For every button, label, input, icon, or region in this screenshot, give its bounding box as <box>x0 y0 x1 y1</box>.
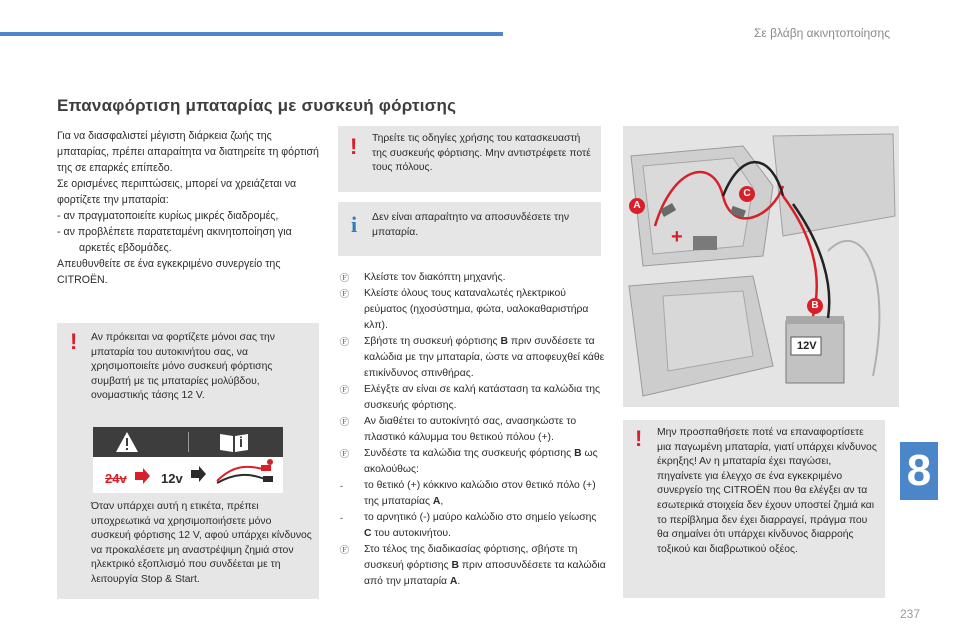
chapter-tab: 8 <box>900 442 938 500</box>
prohibited-arrow-icon <box>133 467 151 485</box>
callout-b: B <box>807 298 823 314</box>
step-marker: Ⓕ <box>340 385 350 395</box>
warning-box-left <box>57 323 319 599</box>
intro-text <box>57 128 319 288</box>
sticker-header <box>93 427 283 457</box>
divider <box>188 432 189 452</box>
step-marker: Ⓕ <box>340 289 350 299</box>
info-text: Δεν είναι απαραίτητο να αποσυνδέσετε την μπαταρία. <box>372 212 570 238</box>
battery-label: 12V <box>797 340 817 352</box>
intro-list-item: - αν πραγματοποιείτε κυρίως μικρές διαδρομές, <box>57 210 279 222</box>
step-text: το αρνητικό (-) μαύρο καλώδιο στο σημείο γείωσης C του αυτοκινήτου. <box>364 512 597 539</box>
step-marker: - <box>340 481 343 491</box>
step-text: Στο τέλος της διαδικασίας φόρτισης, σβήστε τη συσκευή φόρτισης B πριν αποσυνδέσετε τα καλώδια από την μπαταρία A. <box>364 544 606 587</box>
step-marker: - <box>340 513 343 523</box>
intro-paragraph: Απευθυνθείτε σε ένα εγκεκριμένο συνεργείο της CITROËN. <box>57 258 281 286</box>
plus-terminal-sign: + <box>671 226 683 248</box>
manual-book-icon <box>219 431 249 453</box>
intro-paragraph: Για να διασφαλιστεί μέγιστη διάρκεια ζωής της μπαταρίας, πρέπει απαραίτητα να διατηρείτε τη φόρτισή της σε επαρκές επίπεδο. <box>57 130 319 174</box>
step-text: Κλείστε τον διακόπτη μηχανής. <box>364 272 506 283</box>
step-marker: Ⓕ <box>340 417 350 427</box>
step-item <box>338 334 606 382</box>
page-number: 237 <box>899 607 920 621</box>
intro-paragraph: Σε ορισμένες περιπτώσεις, μπορεί να χρειάζεται να φορτίζετε την μπαταρία: <box>57 178 297 206</box>
warning-box-right <box>623 420 885 598</box>
warning-box-top <box>338 126 601 192</box>
voltage-12v-label: 12v <box>161 471 183 486</box>
step-marker: Ⓕ <box>340 273 350 283</box>
warning-triangle-icon <box>115 431 139 453</box>
voltage-label-sticker <box>93 427 283 493</box>
callout-a: A <box>629 198 645 214</box>
info-icon: i <box>351 212 358 237</box>
warning-text: Αν πρόκειται να φορτίζετε μόνοι σας την μπαταρία του αυτοκινήτου σας, να χρησιμοποιείτε μόνο συσκευή φόρτισης συμβατή με τις μπαταρίες μολύβδου, ονομαστικής τάσης 12 V. <box>91 332 275 402</box>
procedure-steps <box>338 270 606 590</box>
step-text: Κλείστε όλους τους καταναλωτές ηλεκτρικού ρεύματος (ηχοσύστημα, φώτα, υαλοκαθαριστήρα κλπ). <box>364 288 589 331</box>
step-marker: Ⓕ <box>340 337 350 347</box>
warning-text: Μην προσπαθήσετε ποτέ να επαναφορτίσετε μια παγωμένη μπαταρία, γιατί υπάρχει κίνδυνος έκρηξης! Αν η μπαταρία έχει παγώσει, πηγαίνετε για έλεγχο σε ένα εγκεκριμένο συνεργείο της CITROËN που θα ελέγξει αν τα εσωτερικά στοιχεία δεν έχουν υποστεί ζημιά και το περίβλημα δεν έχει διαρραγεί, πράγμα που θα σημαίνει ότι υπάρχει κίνδυνος διαρροής τοξικού και διαβρωτικού οξέος. <box>657 427 877 555</box>
warning-icon: ! <box>635 426 643 451</box>
step-item <box>338 414 606 446</box>
step-item <box>338 270 606 286</box>
step-item <box>338 446 606 478</box>
engine-bay-illustration <box>623 126 899 407</box>
step-text: Αν διαθέτει το αυτοκίνητό σας, ανασηκώστε το πλαστικό κάλυμμα του θετικού πόλου (+). <box>364 416 577 443</box>
step-marker: Ⓕ <box>340 545 350 555</box>
step-text: Ελέγξτε αν είναι σε καλή κατάσταση τα καλώδια της συσκευής φόρτισης. <box>364 384 600 411</box>
step-item <box>338 286 606 334</box>
step-text: Συνδέστε τα καλώδια της συσκευής φόρτισης B ως ακολούθως: <box>364 448 598 475</box>
callout-c: C <box>739 186 755 202</box>
intro-list-item: - αν προβλέπετε παρατεταμένη ακινητοποίηση για αρκετές εβδομάδες. <box>57 226 292 254</box>
step-item <box>338 478 606 510</box>
sticker-caption: Όταν υπάρχει αυτή η ετικέτα, πρέπει υποχρεωτικά να χρησιμοποιήσετε μόνο συσκευή φόρτισης 12 V, αφού υπάρχει κίνδυνος να προκαλέσετε μη αναστρέψιμη ζημιά στον ηλεκτρικό εξοπλισμό που συνδέεται με τη λειτουργία Stop & Start. <box>91 501 312 585</box>
header-accent-bar <box>0 32 503 36</box>
arrow-icon <box>189 465 207 483</box>
step-item <box>338 382 606 414</box>
step-text: Σβήστε τη συσκευή φόρτισης B πριν συνδέσετε τα καλώδια με την μπαταρία, ώστε να αποφευχθεί κάθε επικίνδυνος σπινθήρας. <box>364 336 605 379</box>
step-item <box>338 542 606 590</box>
charger-clamps-icon <box>213 459 275 489</box>
warning-icon: ! <box>350 134 358 159</box>
step-item <box>338 510 606 542</box>
step-marker: Ⓕ <box>340 449 350 459</box>
section-header: Σε βλάβη ακινητοποίησης <box>753 26 890 40</box>
page-title: Επαναφόρτιση μπαταρίας με συσκευή φόρτισης <box>57 96 457 115</box>
info-box <box>338 202 601 256</box>
warning-text: Τηρείτε τις οδηγίες χρήσης του κατασκευαστή της συσκευής φόρτισης. Μην αντιστρέφετε ποτέ τους πόλους. <box>372 133 591 174</box>
voltage-24v-label: 24v <box>105 471 127 486</box>
step-text: το θετικό (+) κόκκινο καλώδιο στον θετικό πόλο (+) της μπαταρίας A, <box>364 480 596 507</box>
charging-diagram <box>623 126 899 407</box>
warning-icon: ! <box>70 329 78 354</box>
